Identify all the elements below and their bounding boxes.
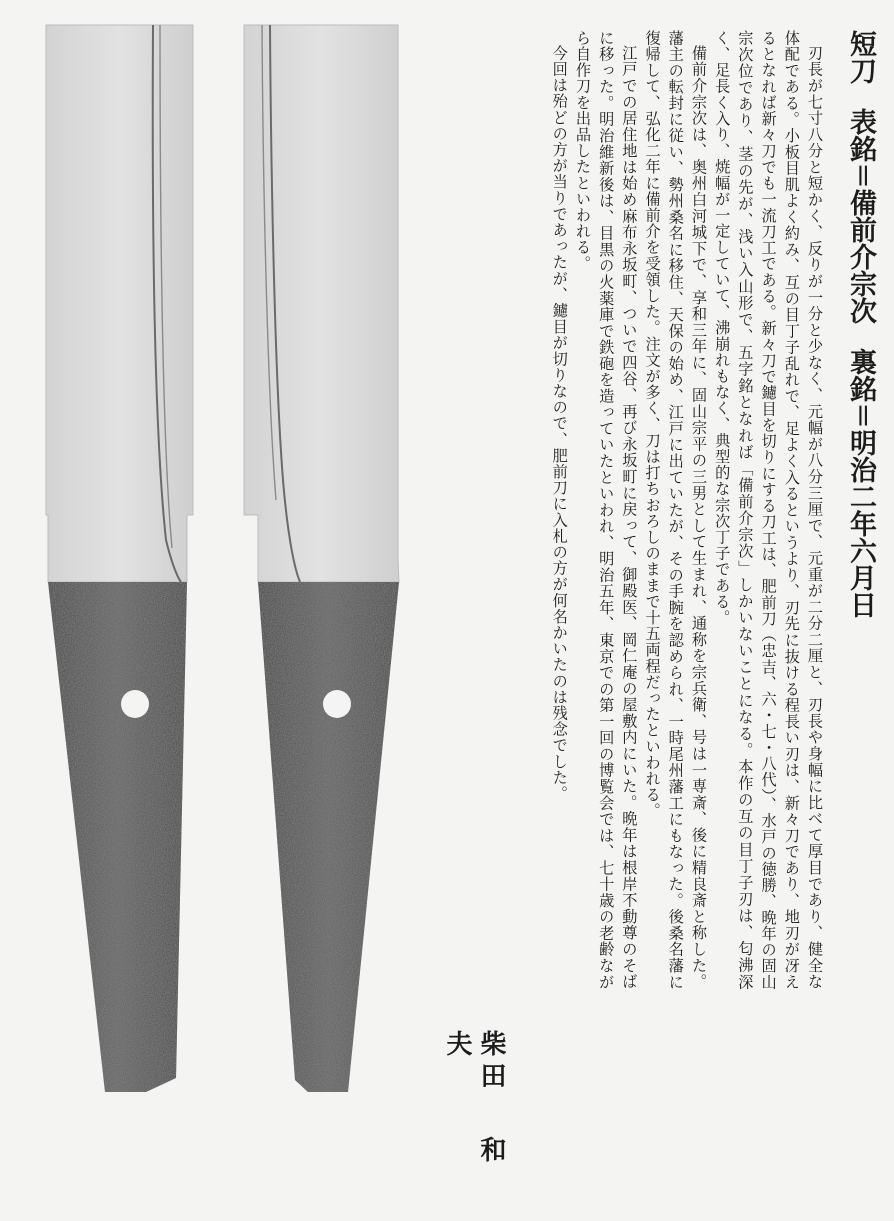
paragraph: 刃長が七寸八分と短かく、反りが一分と少なく、元幅が八分三厘で、元重が二分二厘と、刃長や身幅に比べて厚目であり、健全な体配である。小板目肌よく約み、互の目丁子乱れで、足よく入るというより、刃先に抜ける程長い刃は、新々刀であり、地刃が冴えるとなれば新々刀でも一流刀工である。新々刀で鑢目を切りにする刀工は、肥前刀（忠吉、六・七・八代）、水戸の徳勝、晩年の固山宗次位であり、茎の先が、浅い入山形で、五字銘となれば「備前介宗次」しかいないことになる。本作の互の目丁子刃は、匂沸深く、足長く入り、焼幅が一定していて、沸崩れもなく、典型的な宗次丁子である。 (713, 30, 824, 990)
ura-side-photo (244, 25, 399, 1092)
article-body (548, 30, 826, 990)
author-family-name: 柴田 (476, 1030, 506, 1094)
author-given-name: 和夫 (442, 1030, 506, 1168)
article-text (548, 30, 882, 1200)
ura-signature: 明治二年六月日 (845, 429, 876, 618)
sword-type: 短刀 (845, 30, 876, 84)
author-name (442, 1030, 508, 1190)
paragraph: 今回は殆どの方が当りであったが、鑢目が切りなので、肥前刀に入札の方が何名かいたのは残念でした。 (550, 45, 569, 802)
paragraph: 備前介宗次は、奥州白河城下で、享和三年に、固山宗平の三男として生まれ、通称を宗兵衛、号は一専斎、後に精良斎と称した。藩主の転封に従い、勢州桑名に移住、天保の始め、江戸に出ていたが、その手腕を認められ、一時尾州藩工にもなった。後桑名藩に復帰して、弘化二年に備前介を受領した。注文が多く、刀は打ちおろしのままで十五両程だったといわれる。 (643, 30, 708, 990)
article-heading (838, 30, 882, 1200)
mekugi-hole (323, 690, 351, 718)
omote-signature: 備前介宗次 (845, 189, 876, 324)
omote-label: 表銘 (845, 108, 876, 162)
ura-label: 裏銘 (845, 348, 876, 402)
paragraph: 江戸での居住地は始め麻布永坂町、ついで四谷、再び永坂町に戻って、御殿医、岡仁庵の屋敷内にいた。晩年は根岸不動尊のそばに移った。明治維新後は、目黒の火薬庫で鉄砲を造っていたといわれ、明治五年、東京での第一回の博覧会では、七十歳の老齢ながら自作刀を出品したといわれる。 (573, 30, 639, 990)
mekugi-hole (121, 690, 149, 718)
separator: ＝ (845, 162, 876, 189)
separator: ＝ (845, 402, 876, 429)
omote-side-photo (46, 25, 193, 1092)
